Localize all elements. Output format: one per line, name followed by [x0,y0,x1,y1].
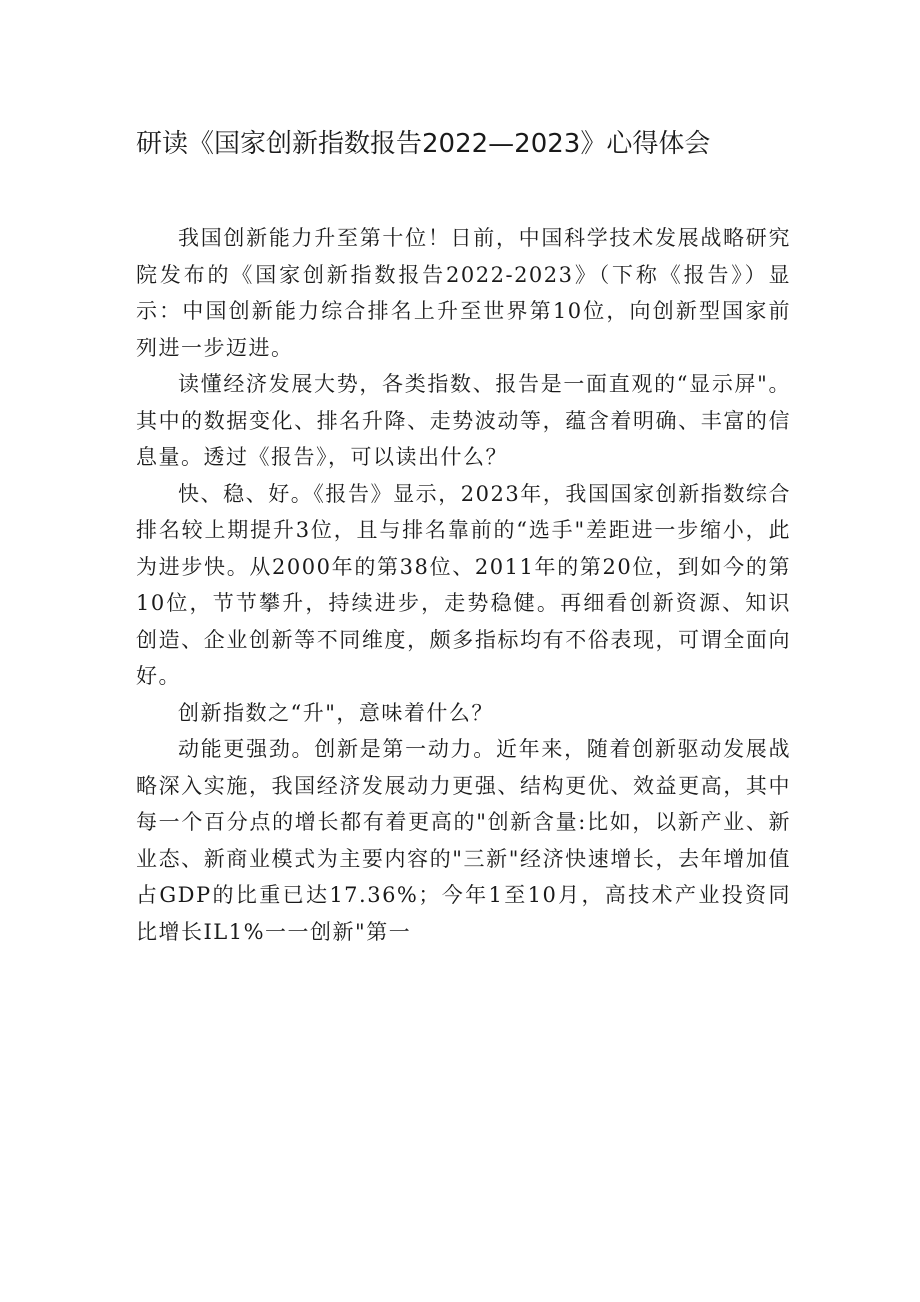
paragraph-2: 读懂经济发展大势，各类指数、报告是一面直观的“显示屏"。其中的数据变化、排名升降、走势波动等，蕴含着明确、丰富的信息量。透过《报告》，可以读出什么？ [136,372,791,469]
paragraph-5: 动能更强劲。创新是第一动力。近年来，随着创新驱动发展战略深入实施，我国经济发展动力更强、结构更优、效益更高，其中每一个百分点的增长都有着更高的"创新含量:比如，以新产业、新业态、新商业模式为主要内容的"三新"经济快速增长，去年增加值占GDP的比重已达17.36%；今年1至10月，高技术产业投资同比增长IL1%一一创新"第一 [136,737,791,944]
paragraph-4: 创新指数之“升"，意味着什么？ [178,700,494,725]
paragraph-3: 快、稳、好。《报告》显示，2023年，我国国家创新指数综合排名较上期提升3位，且与排名靠前的“选手"差距进一步缩小，此为进步快。从2000年的第38位、2011年的第20位，到如今的第10位，节节攀升，持续进步，走势稳健。再细看创新资源、知识创造、企业创新等不同维度，颇多指标均有不俗表现，可谓全面向好。 [136,481,791,688]
document-title: 研读《国家创新指数报告2022—2023》心得体会 [136,129,711,159]
paragraph-1: 我国创新能力升至第十位！日前，中国科学技术发展战略研究院发布的《国家创新指数报告2022-2023》（下称《报告》）显示：中国创新能力综合排名上升至世界第10位，向创新型国家前列进一步迈进。 [136,226,791,360]
document-body [136,220,791,950]
